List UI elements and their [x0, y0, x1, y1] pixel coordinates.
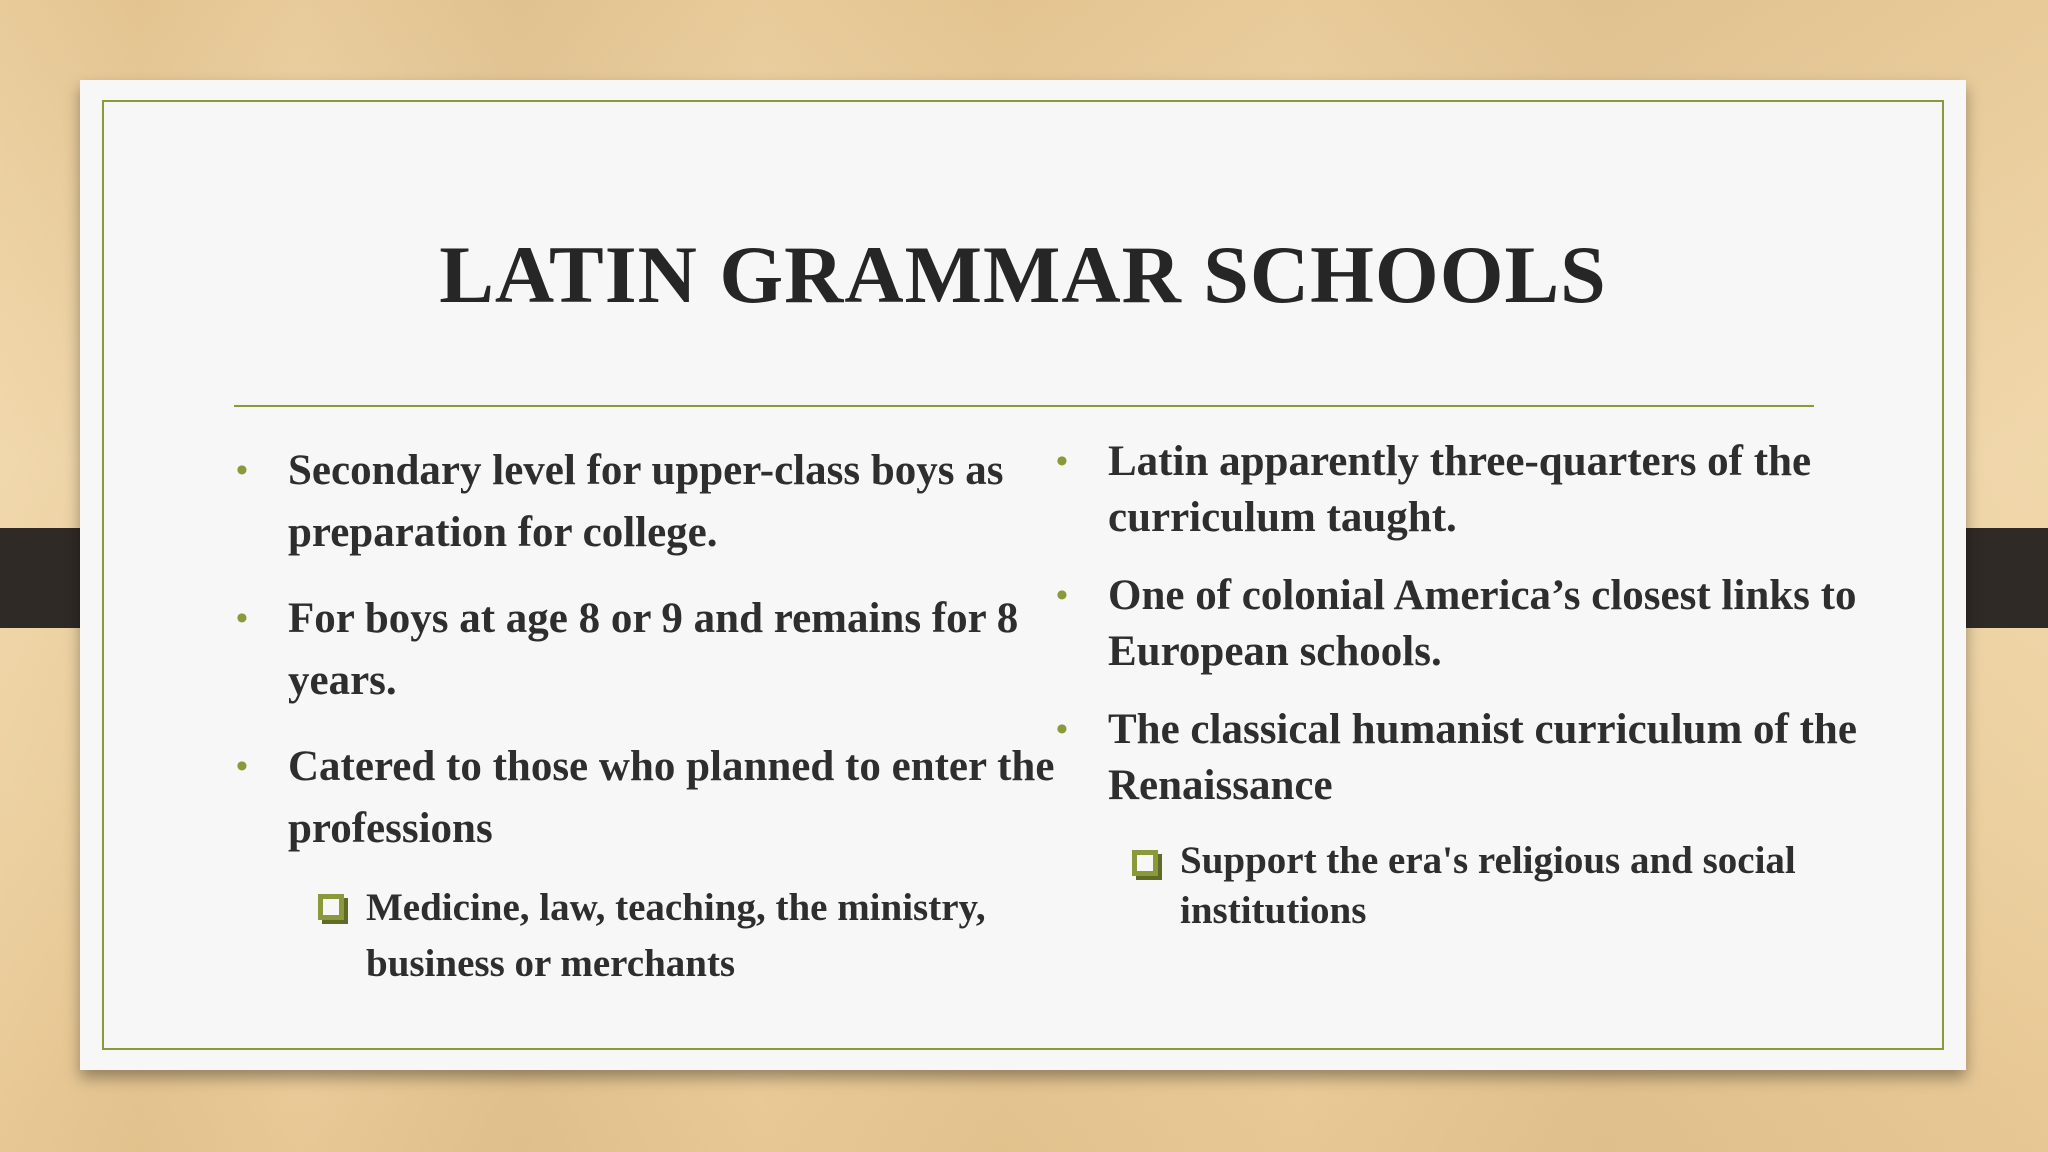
bullet-dot-icon: • [236, 600, 248, 637]
bullet-dot-icon: • [236, 452, 248, 489]
slide-title: LATIN GRAMMAR SCHOOLS [439, 229, 1607, 320]
sub-bullet-text: Support the era's religious and social institutions [1180, 839, 1796, 932]
checkbox-square-icon [1132, 850, 1158, 876]
checkbox-square-icon [318, 894, 344, 920]
slide-card [80, 80, 1966, 1070]
list-item [1052, 702, 1932, 814]
bullet-text: Latin apparently three-quarters of the curriculum taught. [1108, 438, 1812, 541]
bullet-text: The classical humanist curriculum of the Renaissance [1108, 706, 1857, 809]
bullet-text: One of colonial America’s closest links to European schools. [1108, 572, 1857, 675]
bullet-dot-icon: • [236, 748, 248, 785]
list-item [232, 736, 1112, 860]
list-item [1052, 434, 1932, 546]
left-column [232, 440, 1112, 992]
bullet-dot-icon: • [1056, 577, 1068, 614]
bullet-dot-icon: • [1056, 711, 1068, 748]
title-divider [234, 405, 1814, 407]
list-item [232, 588, 1112, 712]
bullet-dot-icon: • [1056, 443, 1068, 480]
sub-list-item [1052, 836, 1932, 936]
list-item [1052, 568, 1932, 680]
sub-bullet-text: Medicine, law, teaching, the ministry, business or merchants [366, 886, 986, 985]
bullet-text: Secondary level for upper-class boys as preparation for college. [288, 447, 1004, 556]
list-item [232, 440, 1112, 564]
bullet-text: Catered to those who planned to enter the professions [288, 743, 1055, 852]
right-column [1052, 434, 1932, 936]
bullet-text: For boys at age 8 or 9 and remains for 8 years. [288, 595, 1019, 704]
sub-list-item [232, 880, 1112, 992]
